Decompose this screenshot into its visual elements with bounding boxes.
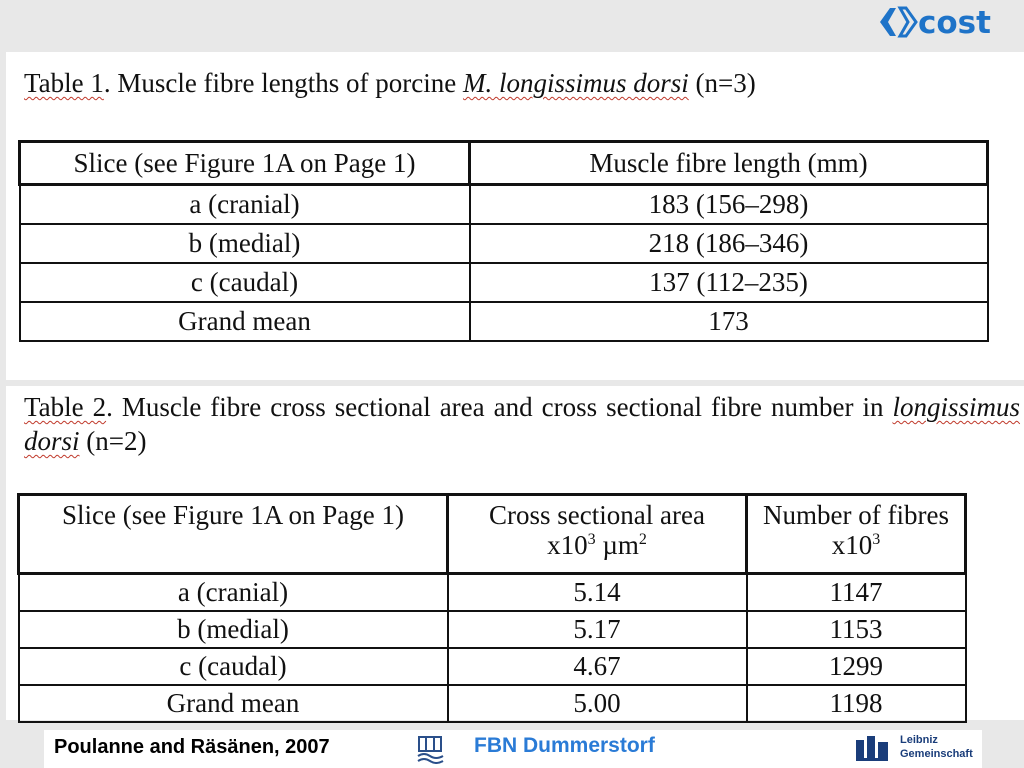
table-row xyxy=(20,263,988,302)
table-cell: 1198 xyxy=(747,685,966,722)
column-header: Slice (see Figure 1A on Page 1) xyxy=(20,142,470,185)
table-cell: Grand mean xyxy=(20,302,470,341)
table-cell: 5.14 xyxy=(448,574,747,612)
table-cell: 5.17 xyxy=(448,611,747,648)
column-header: Number of fibres $x10^3$ xyxy=(747,495,966,574)
column-header: Cross sectional area $x10^3$ µm$^2$ xyxy=(448,495,747,574)
svg-text:cost: cost xyxy=(918,5,991,41)
table-header-row xyxy=(19,495,966,574)
fbn-dummerstorf-label: FBN Dummerstorf xyxy=(474,734,655,757)
table2-panel xyxy=(6,386,1024,720)
table-cell: 137 (112–235) xyxy=(470,263,988,302)
table-cell: 218 (186–346) xyxy=(470,224,988,263)
table1-caption: Table 1. Muscle fibre lengths of porcine M. longissimus dorsi (n=3) xyxy=(24,68,756,98)
citation-text: Poulanne and Räsänen, 2007 xyxy=(54,736,330,758)
table-cell: b (medial) xyxy=(20,224,470,263)
table-cell: c (caudal) xyxy=(20,263,470,302)
table-cell: 5.00 xyxy=(448,685,747,722)
cost-logo-icon xyxy=(878,2,1016,42)
column-header: Muscle fibre length (mm) xyxy=(470,142,988,185)
table-cell: 1147 xyxy=(747,574,966,612)
table-row xyxy=(20,302,988,341)
header-band xyxy=(0,0,1024,50)
table2-caption: Table 2. Muscle fibre cross sectional area and cross sectional fibre number in longissimus dorsi (n=2) xyxy=(24,392,1021,456)
table-cell: 4.67 xyxy=(448,648,747,685)
table-cell: c (caudal) xyxy=(19,648,448,685)
table-cell: a (cranial) xyxy=(19,574,448,612)
table-cell: 1153 xyxy=(747,611,966,648)
leibniz-logo-icon xyxy=(854,734,890,764)
table-cell: 1299 xyxy=(747,648,966,685)
muscle-fibre-length-table xyxy=(18,140,989,342)
table-row xyxy=(20,224,988,263)
table-row xyxy=(19,574,966,612)
table-cell: 173 xyxy=(470,302,988,341)
table1-panel xyxy=(6,52,1024,380)
footer-bar xyxy=(44,730,982,768)
table-row xyxy=(19,648,966,685)
table-row xyxy=(20,185,988,225)
cross-sectional-area-table xyxy=(17,493,967,723)
table-row xyxy=(19,611,966,648)
table-cell: a (cranial) xyxy=(20,185,470,225)
table-cell: b (medial) xyxy=(19,611,448,648)
table-header-row xyxy=(20,142,988,185)
table-cell: 183 (156–298) xyxy=(470,185,988,225)
leibniz-label: Leibniz Gemeinschaft xyxy=(900,734,973,760)
table-cell: Grand mean xyxy=(19,685,448,722)
fbn-logo-icon xyxy=(416,734,446,764)
table-row xyxy=(19,685,966,722)
column-header: Slice (see Figure 1A on Page 1) xyxy=(19,495,448,574)
